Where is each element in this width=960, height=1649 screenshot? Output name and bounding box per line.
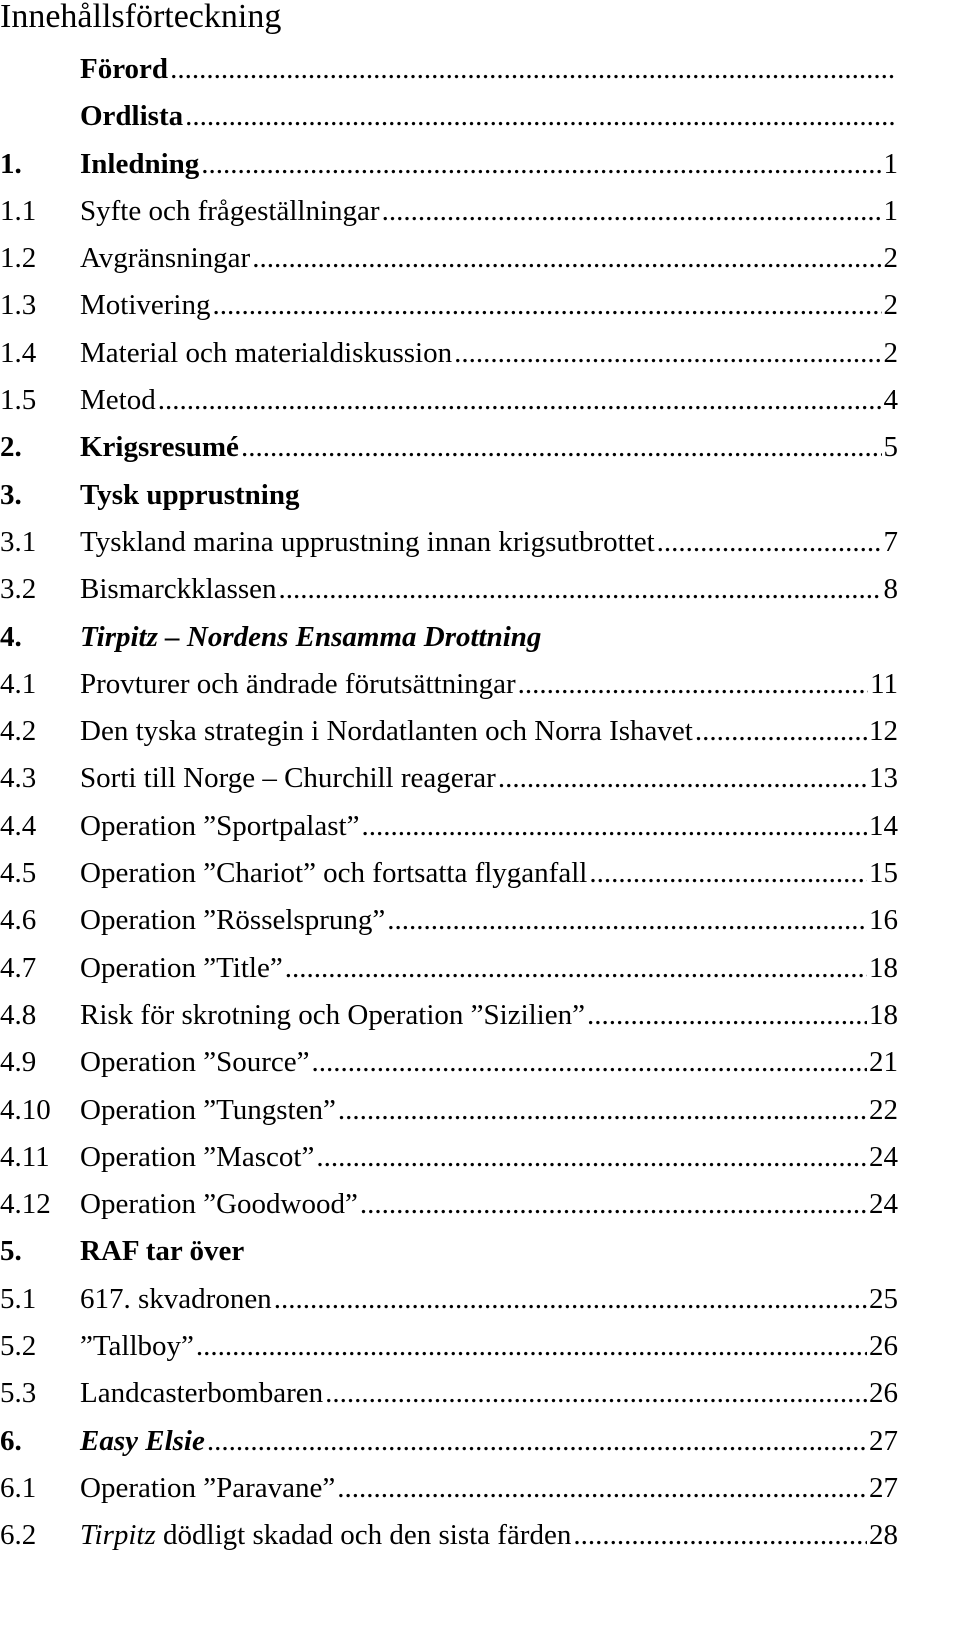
toc-entry-title: RAF tar över — [80, 1235, 245, 1268]
toc-entry-number: 4. — [0, 620, 22, 653]
toc-dot-leader — [316, 1134, 867, 1181]
page-title: Innehållsförteckning — [0, 0, 282, 35]
toc-entry[interactable] — [0, 945, 898, 992]
toc-entry-number: 4.11 — [0, 1140, 50, 1173]
toc-entry-title: Förord — [80, 53, 169, 85]
toc-entry[interactable] — [0, 1181, 898, 1228]
toc-page-number: 27 — [869, 1471, 898, 1504]
toc-page-number: 24 — [869, 1140, 898, 1173]
toc-entry[interactable] — [0, 1370, 898, 1417]
toc-dot-leader — [589, 850, 867, 897]
toc-entry-title: Tysk upprustning — [80, 478, 300, 511]
toc-entry-title: Avgränsningar — [80, 242, 251, 275]
toc-entry[interactable] — [0, 850, 898, 897]
toc-entry-number: 4.5 — [0, 857, 37, 890]
toc-page-number: 2 — [883, 242, 898, 275]
toc-dot-leader — [274, 1276, 867, 1323]
toc-page-number: 4 — [883, 384, 898, 417]
toc-entry-title: Bismarckklassen — [80, 573, 277, 606]
toc-entry-title: Material och materialdiskussion — [80, 336, 453, 369]
toc-entry-title: 617. skvadronen — [80, 1282, 272, 1315]
toc-entry-number: 1. — [0, 147, 22, 180]
toc-entry[interactable] — [0, 1276, 898, 1323]
toc-entry[interactable] — [0, 1087, 898, 1134]
toc-dot-leader — [325, 1370, 867, 1417]
toc-page-number: 27 — [869, 1424, 898, 1457]
toc-entry[interactable] — [0, 141, 898, 188]
toc-page-number: 5 — [883, 431, 898, 464]
toc-entry[interactable] — [0, 330, 898, 377]
toc-entry-number: 4.6 — [0, 904, 37, 937]
toc-entry-number: 4.8 — [0, 998, 37, 1031]
toc-entry-title: Inledning — [80, 147, 200, 180]
toc-page-number: 14 — [869, 809, 898, 842]
toc-dot-leader — [252, 235, 881, 282]
toc-page-number: 7 — [883, 525, 898, 558]
toc-entry[interactable] — [0, 708, 898, 755]
toc-entry-title: Operation ”Goodwood” — [80, 1188, 358, 1221]
toc-entry[interactable] — [0, 1228, 898, 1275]
toc-dot-leader — [454, 330, 881, 377]
toc-page-number: 11 — [870, 667, 898, 700]
toc-entry-title: Sorti till Norge – Churchill reagerar — [80, 762, 496, 795]
toc-page-number: 2 — [883, 289, 898, 322]
toc-entry-number: 3.1 — [0, 525, 37, 558]
toc-entry-title: Ordlista — [80, 100, 184, 133]
toc-entry[interactable] — [0, 755, 898, 802]
toc-entry-title: Tyskland marina upprustning innan krigsutbrottet — [80, 525, 655, 558]
toc-entry[interactable] — [0, 1323, 898, 1370]
toc-entry-number: 3. — [0, 478, 22, 511]
toc-dot-leader — [337, 1465, 867, 1512]
toc-entry-number: 6.2 — [0, 1519, 37, 1552]
toc-entry[interactable] — [0, 235, 898, 282]
toc-entry[interactable] — [0, 46, 898, 93]
toc-entry-title: Syfte och frågeställningar — [80, 194, 380, 227]
toc-entry-number: 5.1 — [0, 1282, 37, 1315]
toc-page-number: 18 — [869, 998, 898, 1031]
toc-page-number: 26 — [869, 1330, 898, 1363]
toc-entry-title: Motivering — [80, 289, 211, 322]
toc-entry-title: Operation ”Title” — [80, 951, 283, 984]
toc-entry[interactable] — [0, 992, 898, 1039]
toc-page-number: 16 — [869, 904, 898, 937]
toc-entry-number: 3.2 — [0, 573, 37, 606]
toc-page-number: 18 — [869, 951, 898, 984]
toc-page-number: 1 — [883, 147, 898, 180]
toc-dot-leader — [196, 1323, 867, 1370]
toc-entry-number: 1.4 — [0, 336, 37, 369]
toc-dot-leader — [573, 1512, 867, 1559]
toc-entry-title: Landcasterbombaren — [80, 1377, 324, 1410]
toc-entry-number: 1.5 — [0, 384, 37, 417]
toc-entry[interactable] — [0, 472, 898, 519]
toc-entry-number: 4.7 — [0, 951, 37, 984]
toc-entry-number: 5.2 — [0, 1330, 37, 1363]
toc-entry[interactable] — [0, 188, 898, 235]
toc-entry-title: Krigsresumé — [80, 431, 239, 464]
toc-dot-leader — [213, 282, 882, 329]
toc-entry[interactable] — [0, 1418, 898, 1465]
toc-dot-leader — [201, 141, 881, 188]
toc-dot-leader — [241, 424, 882, 471]
toc-entry-number: 1.1 — [0, 194, 37, 227]
toc-entry[interactable] — [0, 897, 898, 944]
toc-dot-leader — [207, 1418, 867, 1465]
toc-page-number: 12 — [869, 715, 898, 748]
toc-entry-number: 4.12 — [0, 1188, 51, 1221]
toc-dot-leader — [387, 897, 867, 944]
toc-page-number: 1 — [883, 194, 898, 227]
toc-entry[interactable] — [0, 1512, 898, 1559]
toc-entry-number: 5. — [0, 1235, 22, 1268]
toc-dot-leader — [498, 755, 867, 802]
toc-entry[interactable] — [0, 661, 898, 708]
toc-entry-title-italic: Tirpitz — [80, 1519, 156, 1552]
toc-entry-title: Operation ”Rösselsprung” — [80, 904, 386, 937]
toc-dot-leader — [361, 803, 867, 850]
toc-entry-title: ”Tallboy” — [80, 1330, 194, 1363]
toc-entry-number: 4.10 — [0, 1093, 51, 1126]
toc-entry[interactable] — [0, 614, 898, 661]
toc-entry-number: 6.1 — [0, 1471, 37, 1504]
toc-entry-title: Den tyska strategin i Nordatlanten och Norra Ishavet — [80, 715, 693, 748]
toc-dot-leader — [382, 188, 882, 235]
toc-dot-leader — [158, 377, 882, 424]
toc-entry[interactable] — [0, 1134, 898, 1181]
toc-entry-number: 2. — [0, 431, 22, 464]
toc-entry-title: Operation ”Paravane” — [80, 1471, 336, 1504]
toc-entry-number: 6. — [0, 1424, 22, 1457]
toc-entry-title: Tirpitz – Nordens Ensamma Drottning — [80, 620, 542, 653]
toc-dot-leader — [170, 46, 896, 93]
toc-entry-title: Metod — [80, 384, 156, 417]
toc-dot-leader — [285, 945, 867, 992]
toc-entry-number: 4.1 — [0, 667, 37, 700]
toc-dot-leader — [587, 992, 867, 1039]
toc-page-number: 2 — [883, 336, 898, 369]
toc-page-number: 25 — [869, 1282, 898, 1315]
toc-entry[interactable] — [0, 424, 898, 471]
toc-entry-title: Risk för skrotning och Operation ”Sizilien” — [80, 998, 585, 1031]
toc-entry[interactable] — [0, 519, 898, 566]
toc-entry[interactable] — [0, 1039, 898, 1086]
toc-entry[interactable] — [0, 1465, 898, 1512]
toc-page-number: 21 — [869, 1046, 898, 1079]
toc-dot-leader — [360, 1181, 867, 1228]
toc-entry-title: Easy Elsie — [80, 1424, 205, 1457]
toc-entry[interactable] — [0, 803, 898, 850]
toc-entry[interactable] — [0, 93, 898, 140]
toc-page-number: 15 — [869, 857, 898, 890]
toc-dot-leader — [518, 661, 868, 708]
toc-entry-number: 1.2 — [0, 242, 37, 275]
toc-entry[interactable] — [0, 377, 898, 424]
toc-entry-title: Operation ”Chariot” och fortsatta flyganfall — [80, 857, 588, 890]
toc-entry-number: 4.4 — [0, 809, 37, 842]
toc-entry-title — [80, 1512, 571, 1559]
toc-dot-leader — [311, 1039, 867, 1086]
toc-page-number: 8 — [883, 573, 898, 606]
toc-dot-leader — [185, 93, 896, 140]
toc-page-number: 24 — [869, 1188, 898, 1221]
toc-entry-number: 4.2 — [0, 715, 37, 748]
toc-entry-number: 4.3 — [0, 762, 37, 795]
toc-page-number: 26 — [869, 1377, 898, 1410]
toc-entry[interactable] — [0, 282, 898, 329]
toc-entry-title: Provturer och ändrade förutsättningar — [80, 667, 516, 700]
toc-entry-title: Operation ”Tungsten” — [80, 1093, 336, 1126]
toc-entry-number: 1.3 — [0, 289, 37, 322]
toc-entry-title: Operation ”Sportpalast” — [80, 809, 360, 842]
toc-entry-number: 4.9 — [0, 1046, 37, 1079]
toc-page-number: 22 — [869, 1093, 898, 1126]
toc-dot-leader — [695, 708, 867, 755]
toc-entry-number: 5.3 — [0, 1377, 37, 1410]
toc-dot-leader — [338, 1087, 867, 1134]
toc-dot-leader — [279, 566, 882, 613]
toc-entry-title: Operation ”Source” — [80, 1046, 310, 1079]
toc-dot-leader — [657, 519, 882, 566]
toc-entry-title: Operation ”Mascot” — [80, 1140, 315, 1173]
table-of-contents — [0, 46, 898, 1560]
toc-entry[interactable] — [0, 566, 898, 613]
toc-page-number: 13 — [869, 762, 898, 795]
toc-entry-title-rest: dödligt skadad och den sista färden — [155, 1519, 572, 1552]
toc-page-number: 28 — [869, 1519, 898, 1552]
